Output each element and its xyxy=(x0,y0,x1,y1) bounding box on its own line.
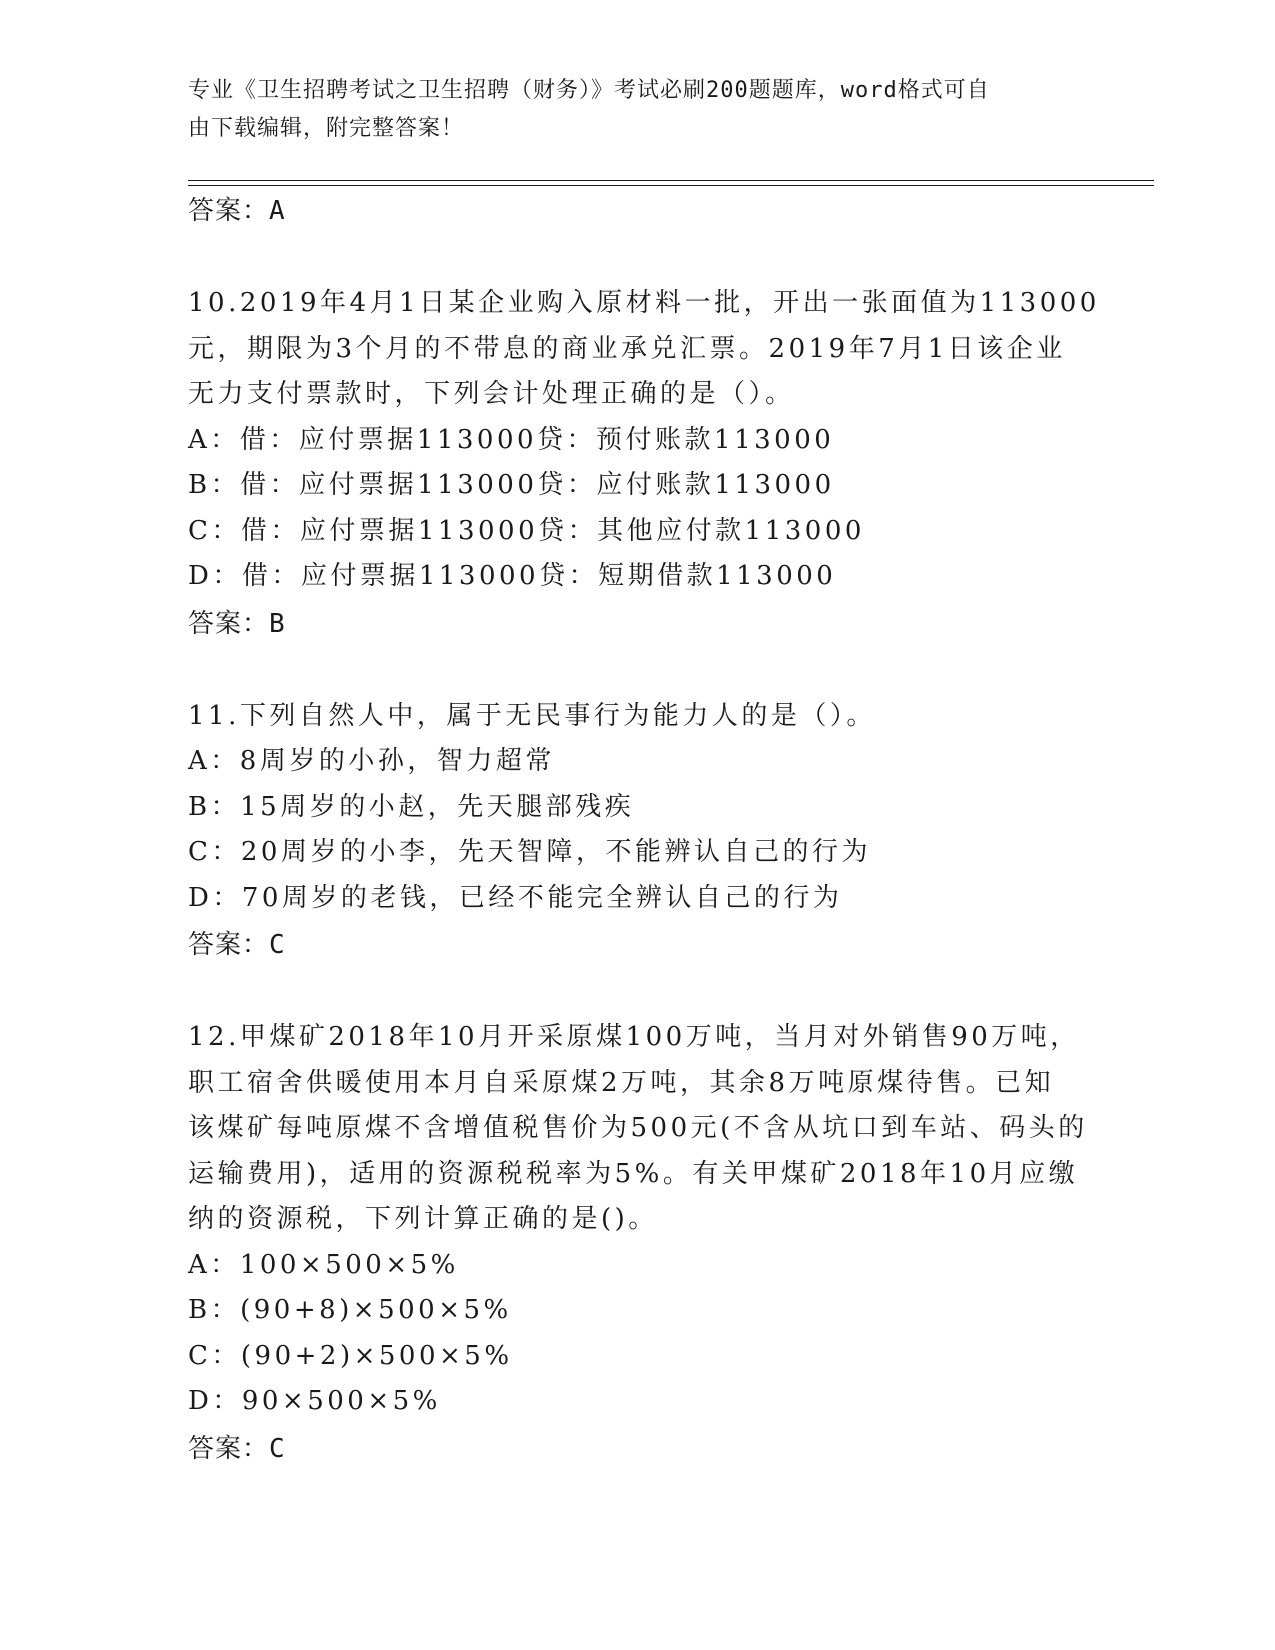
question-block xyxy=(188,694,1088,970)
option-a: A：100×500×5% xyxy=(188,1249,459,1280)
header-divider-top xyxy=(188,180,1154,181)
option-c: C：20周岁的小李，先天智障，不能辨认自己的行为 xyxy=(188,837,871,867)
question-text-line: 12.甲煤矿2018年10月开采原煤100万吨，当月对外销售90万吨， xyxy=(188,1022,1080,1052)
option-b: B：(90+8)×500×5% xyxy=(188,1295,512,1325)
option-a: A：借：应付票据113000贷：预付账款113000 xyxy=(188,424,835,455)
document-body xyxy=(188,187,1100,1473)
option-b: B：15周岁的小赵，先天腿部残疾 xyxy=(188,791,635,822)
answer-label: 答案：A xyxy=(188,196,286,226)
question-text-line: 10.2019年4月1日某企业购入原材料一批，开出一张面值为113000 xyxy=(188,288,1100,318)
header-line-2: 由下载编辑，附完整答案！ xyxy=(188,116,465,141)
option-c: C：借：应付票据113000贷：其他应付款113000 xyxy=(188,515,865,546)
question-text-line: 元，期限为3个月的不带息的商业承兑汇票。2019年7月1日该企业 xyxy=(188,333,1066,364)
header-line-1: 专业《卫生招聘考试之卫生招聘（财务）》考试必刷200题题库，word格式可自 xyxy=(188,78,990,103)
answer-label: 答案：B xyxy=(188,608,286,639)
option-b: B：借：应付票据113000贷：应付账款113000 xyxy=(188,470,835,500)
question-text-line: 职工宿舍供暖使用本月自采原煤2万吨，其余8万吨原煤待售。已知 xyxy=(188,1067,1055,1098)
header-divider-bottom xyxy=(188,185,1154,186)
option-d: D：90×500×5% xyxy=(188,1386,441,1416)
option-d: D：70周岁的老钱，已经不能完全辨认自己的行为 xyxy=(188,882,843,913)
document-header xyxy=(188,72,1068,148)
question-text-line: 11.下列自然人中，属于无民事行为能力人的是（）。 xyxy=(188,700,876,731)
question-text-line: 无力支付票款时，下列会计处理正确的是（）。 xyxy=(188,379,795,409)
answer-label: 答案：C xyxy=(188,1433,286,1464)
answer-label: 答案：C xyxy=(188,930,286,960)
question-block xyxy=(188,281,1100,648)
question-text-line: 纳的资源税，下列计算正确的是()。 xyxy=(188,1204,658,1234)
question-text-line: 该煤矿每吨原煤不含增值税售价为500元(不含从坑口到车站、码头的 xyxy=(188,1113,1088,1143)
question-text-line: 运输费用)，适用的资源税税率为5%。有关甲煤矿2018年10月应缴 xyxy=(188,1158,1079,1189)
option-d: D：借：应付票据113000贷：短期借款113000 xyxy=(188,561,837,591)
option-a: A：8周岁的小孙，智力超常 xyxy=(188,746,555,776)
option-c: C：(90+2)×500×5% xyxy=(188,1340,513,1371)
question-block xyxy=(188,1015,1088,1473)
